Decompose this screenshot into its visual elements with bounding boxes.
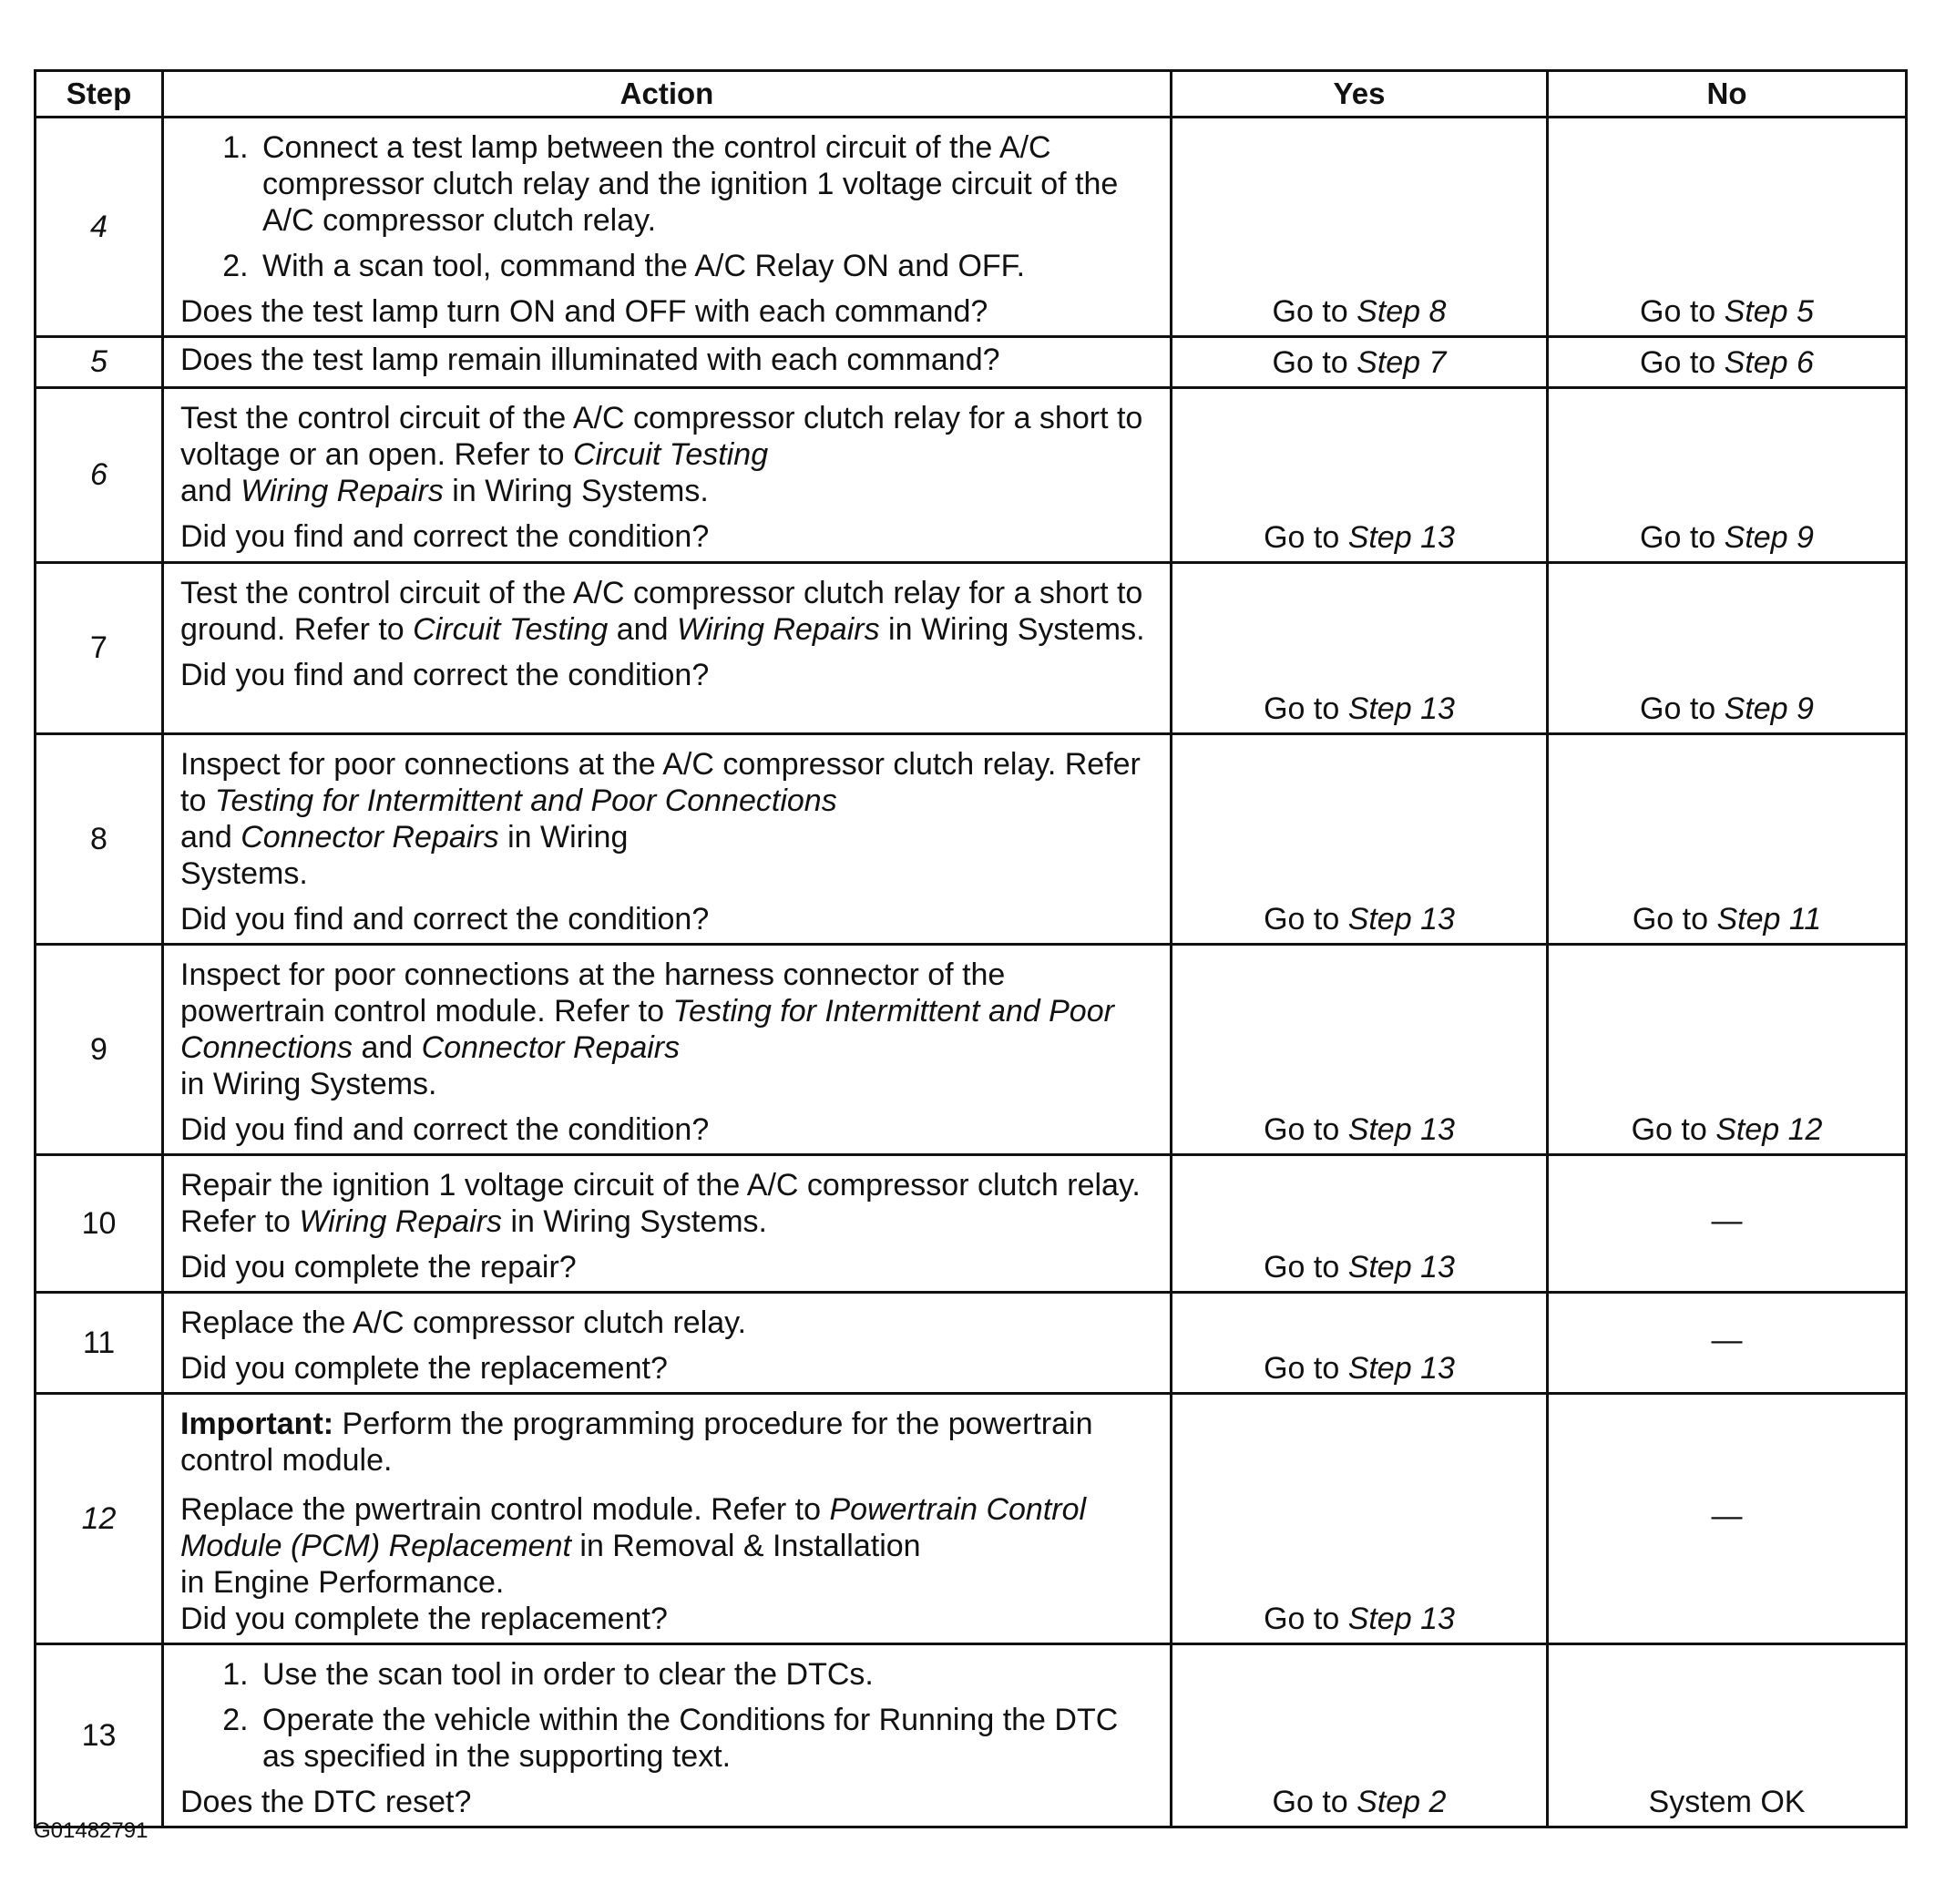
header-action: Action (163, 71, 1172, 118)
step-link[interactable]: Step 8 (1357, 294, 1447, 329)
question-text: Does the DTC reset? (180, 1785, 472, 1819)
instruction-list (180, 129, 1155, 284)
reference-link[interactable]: Powertrain Control Module (PCM) Replacement (180, 1492, 1087, 1563)
goto-prefix: Go to (1264, 1250, 1348, 1285)
action-text: Inspect for poor connections at the harness connector of the powertrain control module. Refer to Testing for Intermittent and Poor Connections and Connector Repairs in Wiring Systems. (180, 957, 1114, 1101)
step-number: 7 (36, 563, 163, 734)
no-cell (1548, 1394, 1907, 1644)
step-number: 13 (36, 1644, 163, 1827)
action-cell (163, 1644, 1172, 1827)
step-link[interactable]: Step 6 (1724, 345, 1814, 380)
instruction-list (180, 1656, 1155, 1775)
table-header-row (36, 71, 1907, 118)
action-text: Test the control circuit of the A/C compressor clutch relay for a short to ground. Refer to Circuit Testing and Wiring Repairs in Wiring Systems. (180, 576, 1145, 647)
step-number: 6 (36, 388, 163, 563)
header-no: No (1548, 71, 1907, 118)
question-text: Did you find and correct the condition? (180, 1112, 710, 1147)
step-number: 5 (36, 337, 163, 388)
step-number: 11 (36, 1293, 163, 1394)
action-cell (163, 388, 1172, 563)
step-link[interactable]: Step 13 (1347, 1351, 1455, 1386)
action-cell (163, 563, 1172, 734)
reference-link[interactable]: Connector Repairs (241, 820, 499, 855)
no-cell (1548, 734, 1907, 945)
step-link[interactable]: Step 13 (1347, 1602, 1455, 1636)
yes-cell (1172, 1394, 1548, 1644)
table-row (36, 563, 1907, 734)
table-row (36, 1394, 1907, 1644)
step-link[interactable]: Step 7 (1357, 345, 1447, 380)
important-label: Important: (180, 1407, 334, 1441)
goto-prefix: Go to (1264, 520, 1348, 555)
yes-cell (1172, 337, 1548, 388)
yes-cell (1172, 1293, 1548, 1394)
no-value: — (1711, 1498, 1743, 1533)
goto-prefix: Go to (1640, 345, 1725, 380)
list-item: 2. Operate the vehicle within the Conditions for Running the DTC as specified in the supporting text. (257, 1702, 1155, 1775)
no-cell (1548, 563, 1907, 734)
goto-prefix: Go to (1264, 1602, 1348, 1636)
step-number: 10 (36, 1155, 163, 1293)
header-yes: Yes (1172, 71, 1548, 118)
goto-prefix: Go to (1631, 1112, 1716, 1147)
question-text: Did you find and correct the condition? (180, 519, 710, 554)
reference-link[interactable]: Connector Repairs (421, 1030, 681, 1065)
yes-cell (1172, 563, 1548, 734)
list-item: 2. With a scan tool, command the A/C Relay ON and OFF. (257, 248, 1155, 284)
yes-cell (1172, 1644, 1548, 1827)
table-row (36, 1293, 1907, 1394)
action-text: Test the control circuit of the A/C compressor clutch relay for a short to voltage or an open. Refer to Circuit Testing and Wiring Repairs in Wiring Systems. (180, 401, 1143, 508)
action-cell (163, 118, 1172, 337)
goto-prefix: Go to (1272, 294, 1357, 329)
reference-link[interactable]: Wiring Repairs (241, 474, 444, 508)
table-row (36, 734, 1907, 945)
goto-prefix: Go to (1640, 294, 1725, 329)
no-value: — (1711, 1322, 1743, 1357)
yes-cell (1172, 388, 1548, 563)
no-cell (1548, 1293, 1907, 1394)
action-cell (163, 945, 1172, 1155)
no-cell (1548, 118, 1907, 337)
table-row (36, 945, 1907, 1155)
goto-prefix: Go to (1640, 520, 1725, 555)
question-text: Did you complete the replacement? (180, 1602, 668, 1636)
action-text: Replace the pwertrain control module. Refer to Powertrain Control Module (PCM) Replacement in Removal & Installation in Engine Performance. (180, 1492, 1087, 1600)
reference-link[interactable]: Wiring Repairs (299, 1204, 503, 1239)
table-row (36, 1644, 1907, 1827)
table-row (36, 1155, 1907, 1293)
step-number: 4 (36, 118, 163, 337)
action-text: Repair the ignition 1 voltage circuit of the A/C compressor clutch relay. Refer to Wiring Repairs in Wiring Systems. (180, 1168, 1141, 1239)
step-link[interactable]: Step 13 (1347, 1112, 1455, 1147)
reference-link[interactable]: Wiring Repairs (676, 612, 880, 647)
action-cell (163, 1394, 1172, 1644)
action-cell (163, 1155, 1172, 1293)
no-value: — (1711, 1203, 1743, 1238)
no-cell (1548, 945, 1907, 1155)
action-text: Replace the A/C compressor clutch relay. (180, 1305, 747, 1340)
step-link[interactable]: Step 13 (1347, 691, 1455, 726)
reference-link[interactable]: Testing for Intermittent and Poor Connections (180, 994, 1114, 1065)
step-link[interactable]: Step 11 (1716, 902, 1822, 937)
question-text: Did you complete the replacement? (180, 1351, 668, 1386)
yes-cell (1172, 1155, 1548, 1293)
step-link[interactable]: Step 12 (1715, 1112, 1823, 1147)
table-row (36, 337, 1907, 388)
list-item: 1. Use the scan tool in order to clear the DTCs. (257, 1656, 1155, 1693)
action-cell (163, 1293, 1172, 1394)
step-number: 9 (36, 945, 163, 1155)
yes-cell (1172, 118, 1548, 337)
question-text: Does the test lamp remain illuminated with each command? (180, 343, 1000, 377)
no-cell (1548, 1644, 1907, 1827)
question-text: Does the test lamp turn ON and OFF with each command? (180, 294, 988, 329)
goto-prefix: Go to (1632, 902, 1717, 937)
goto-prefix: Go to (1264, 1351, 1348, 1386)
important-note: Important: Perform the programming procedure for the powertrain control module. (180, 1407, 1093, 1478)
step-link[interactable]: Step 5 (1724, 294, 1814, 329)
action-cell (163, 734, 1172, 945)
goto-prefix: Go to (1272, 1785, 1357, 1819)
question-text: Did you find and correct the condition? (180, 658, 710, 692)
step-number: 12 (36, 1394, 163, 1644)
step-link[interactable]: Step 13 (1347, 520, 1455, 555)
question-text: Did you complete the repair? (180, 1250, 577, 1285)
reference-link[interactable]: Circuit Testing (572, 437, 769, 472)
action-cell (163, 337, 1172, 388)
yes-cell (1172, 734, 1548, 945)
yes-cell (1172, 945, 1548, 1155)
figure-id: G01482791 (34, 1818, 148, 1843)
header-step: Step (36, 71, 163, 118)
table-row (36, 118, 1907, 337)
diagnostic-table (34, 69, 1908, 1828)
action-text: Inspect for poor connections at the A/C compressor clutch relay. Refer to Testing for Intermittent and Poor Connections and Connector Repairs in Wiring Systems. (180, 747, 1141, 891)
no-cell (1548, 1155, 1907, 1293)
no-cell (1548, 337, 1907, 388)
question-text: Did you find and correct the condition? (180, 902, 710, 937)
no-value: System OK (1648, 1785, 1806, 1819)
step-link[interactable]: Step 9 (1724, 691, 1814, 726)
step-link[interactable]: Step 13 (1347, 1250, 1455, 1285)
goto-prefix: Go to (1264, 902, 1348, 937)
step-number: 8 (36, 734, 163, 945)
table-row (36, 388, 1907, 563)
reference-link[interactable]: Circuit Testing (413, 612, 609, 647)
step-link[interactable]: Step 2 (1357, 1785, 1447, 1819)
reference-link[interactable]: Testing for Intermittent and Poor Connections (214, 783, 837, 818)
no-cell (1548, 388, 1907, 563)
list-item: 1. Connect a test lamp between the control circuit of the A/C compressor clutch relay and the ignition 1 voltage circuit of the A/C compressor clutch relay. (257, 129, 1155, 239)
step-link[interactable]: Step 13 (1347, 902, 1455, 937)
goto-prefix: Go to (1640, 691, 1725, 726)
goto-prefix: Go to (1264, 691, 1348, 726)
goto-prefix: Go to (1272, 345, 1357, 380)
goto-prefix: Go to (1264, 1112, 1348, 1147)
step-link[interactable]: Step 9 (1724, 520, 1814, 555)
